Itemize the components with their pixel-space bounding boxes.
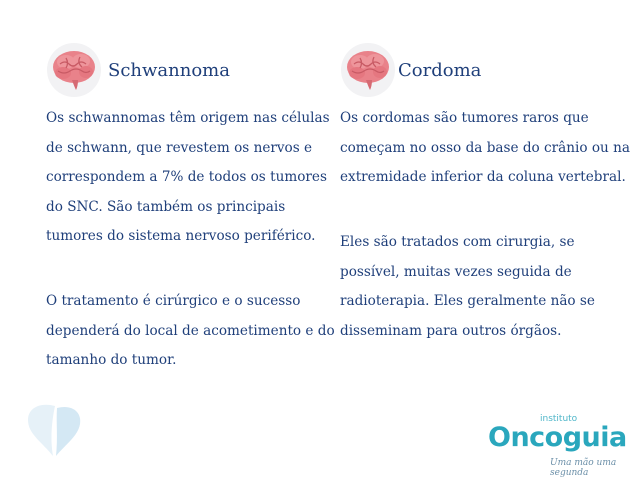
cordoma-title: Cordoma [398,60,482,81]
schwannoma-treatment: O tratamento é cirúrgico e o sucesso dependerá do local de acometimento e do tamanho do tumor. [46,293,335,368]
logo-name: Oncoguia [488,422,627,453]
cordoma-description: Os cordomas são tumores raros que começam no osso da base do crânio ou na extremidade inferior da coluna vertebral. [340,110,630,185]
awareness-ribbon-icon [20,398,90,468]
logo-tagline: Uma mão uma segunda [550,458,617,478]
schwannoma-title: Schwannoma [108,60,230,81]
schwannoma-column [46,42,336,376]
brain-icon [340,42,396,98]
brain-icon [46,42,102,98]
oncoguia-logo [488,412,628,478]
cordoma-treatment: Eles são tratados com cirurgia, se possível, muitas vezes seguida de radioterapia. Eles geralmente não se disseminam para outros órgãos. [340,234,595,339]
cordoma-header [340,42,630,98]
schwannoma-description: Os schwannomas têm origem nas células de schwann, que revestem os nervos e correspondem a 7% de todos os tumores do SNC. São também os principais tumores do sistema nervoso periférico. [46,110,330,244]
logo-top-text: instituto [540,414,578,424]
cordoma-column [340,42,630,346]
schwannoma-header [46,42,336,98]
